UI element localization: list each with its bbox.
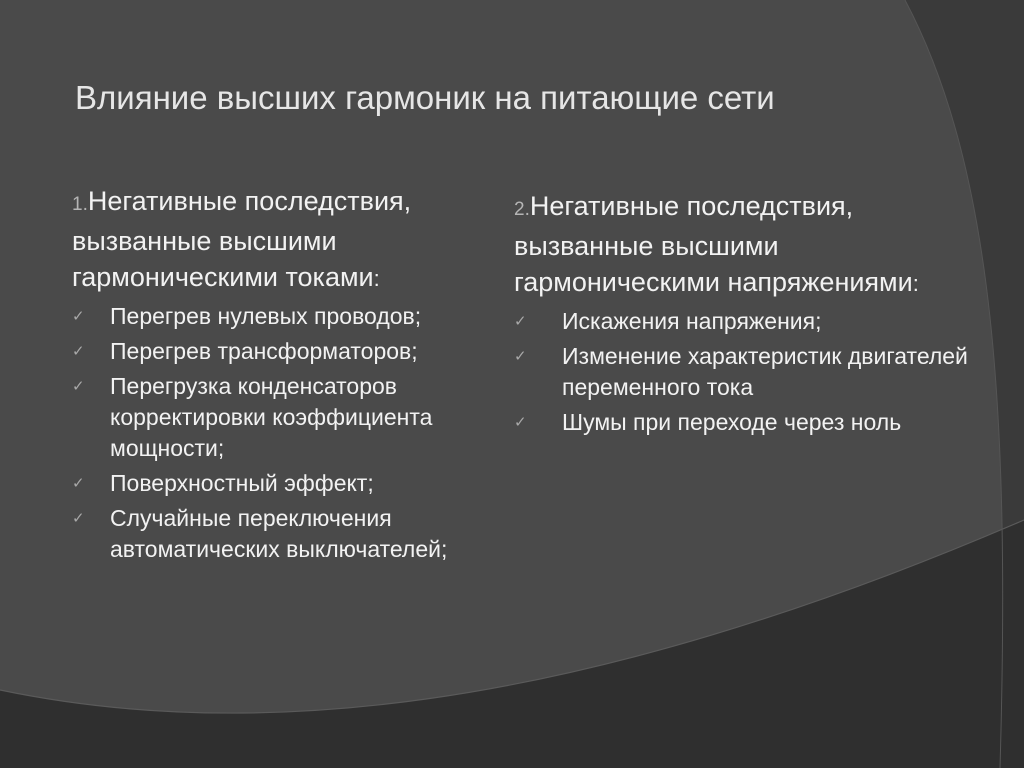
left-list (72, 301, 512, 565)
list-item (514, 407, 984, 438)
check-icon: ✓ (514, 312, 527, 330)
left-heading-number: 1. (72, 194, 88, 215)
right-list (514, 306, 984, 438)
list-item-label: Искажения напряжения; (562, 308, 822, 334)
check-icon: ✓ (72, 509, 85, 527)
list-item (72, 468, 512, 499)
right-heading-number: 2. (514, 199, 530, 220)
list-item-label: Перегрев нулевых проводов; (110, 303, 422, 329)
slide-title: Влияние высших гармоник на питающие сети (75, 79, 775, 116)
right-heading-colon: : (912, 271, 919, 296)
left-heading-text: Негативные последствия, вызванные высшими гармоническими токами (72, 186, 412, 292)
check-icon: ✓ (72, 342, 85, 360)
list-item-label: Перегрев трансформаторов; (110, 338, 418, 364)
left-heading (72, 183, 512, 297)
check-icon: ✓ (514, 347, 527, 365)
list-item (514, 306, 984, 337)
list-item-label: Поверхностный эффект; (110, 470, 374, 496)
right-heading-text: Негативные последствия, вызванные высшими гармоническими напряжениями (514, 191, 913, 297)
list-item-label: Перегрузка конденсаторов корректировки коэффициента мощности; (110, 373, 433, 461)
left-column (72, 183, 512, 569)
list-item (514, 341, 984, 403)
list-item-label: Изменение характеристик двигателей переменного тока (562, 343, 968, 400)
check-icon: ✓ (72, 377, 85, 395)
right-heading (514, 188, 984, 302)
left-heading-colon: : (373, 266, 380, 291)
check-icon: ✓ (72, 307, 85, 325)
right-column (514, 188, 984, 442)
check-icon: ✓ (72, 474, 85, 492)
check-icon: ✓ (514, 413, 527, 431)
list-item (72, 336, 512, 367)
list-item (72, 301, 512, 332)
list-item (72, 371, 512, 464)
list-item (72, 503, 512, 565)
list-item-label: Шумы при переходе через ноль (562, 409, 902, 435)
list-item-label: Случайные переключения автоматических выключателей; (110, 505, 448, 562)
